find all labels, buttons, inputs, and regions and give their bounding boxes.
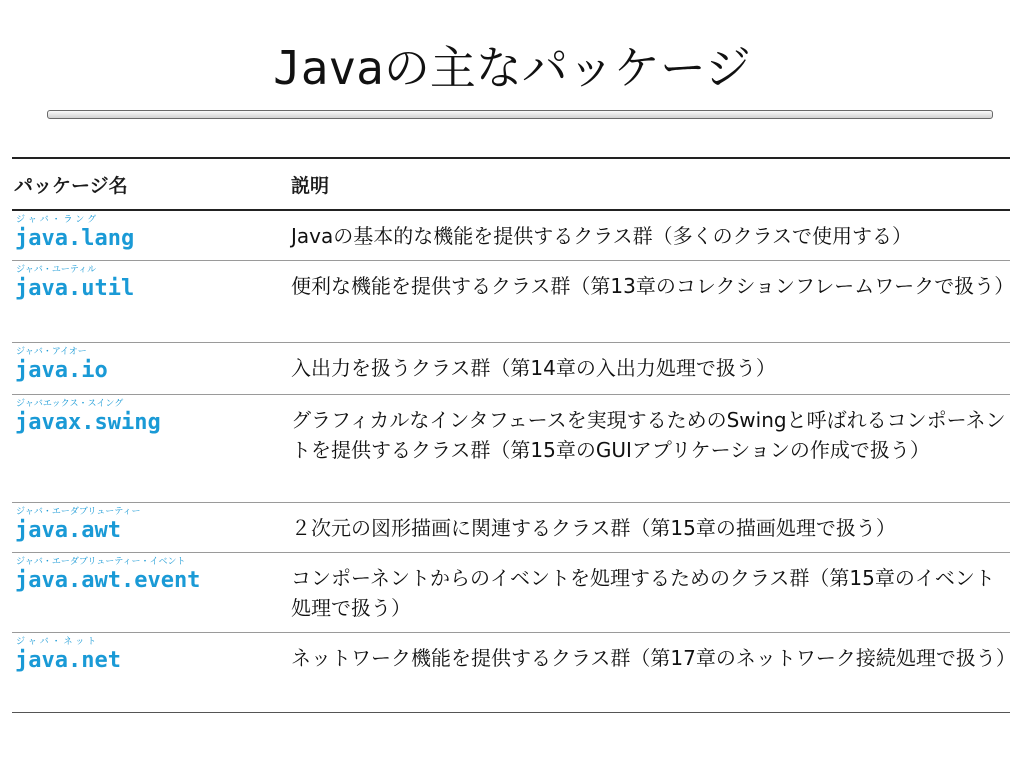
package-ruby: ジ ャ バ ・ ネ ッ ト [16, 637, 97, 647]
table-row [12, 343, 1010, 395]
table-header [12, 159, 1010, 211]
package-description: 便利な機能を提供するクラス群（第13章のコレクションフレームワークで扱う） [291, 274, 1015, 298]
slide-title-java: Java [273, 41, 384, 95]
package-ruby: ジャバ・エーダブリューティー・イベント [16, 557, 186, 567]
package-description: グラフィカルなインタフェースを実現するためのSwingと呼ばれるコンポーネントを提供するクラス群（第15章のGUIアプリケーションの作成で扱う） [291, 408, 1006, 462]
package-name: java.lang [15, 226, 135, 251]
package-name: java.awt.event [15, 568, 201, 593]
header-description: 説明 [291, 175, 330, 197]
package-ruby: ジャバ・アイオー [16, 347, 87, 357]
slide-title [0, 38, 1024, 98]
package-description: コンポーネントからのイベントを処理するためのクラス群（第15章のイベント処理で扱う） [291, 566, 995, 620]
title-divider [47, 110, 993, 119]
package-name: javax.swing [15, 410, 161, 435]
package-name: java.net [15, 648, 121, 673]
table-row [12, 395, 1010, 503]
table-row [12, 503, 1010, 553]
table-row [12, 553, 1010, 633]
table-row [12, 261, 1015, 343]
package-ruby: ジ ャ バ ・ ラ ン グ [16, 215, 97, 225]
table-row [12, 633, 1016, 713]
package-ruby: ジャバ・エーダブリューティー [16, 507, 141, 517]
package-description: ２次元の図形描画に関連するクラス群（第15章の描画処理で扱う） [291, 516, 896, 540]
package-table [12, 157, 1016, 713]
package-description: 入出力を扱うクラス群（第14章の入出力処理で扱う） [291, 356, 776, 380]
package-name: java.awt [15, 518, 121, 543]
package-ruby: ジャバエックス・スイング [16, 399, 124, 409]
package-description: Javaの基本的な機能を提供するクラス群（多くのクラスで使用する） [291, 224, 913, 248]
package-name: java.io [15, 358, 108, 383]
package-description: ネットワーク機能を提供するクラス群（第17章のネットワーク接続処理で扱う） [291, 646, 1016, 670]
package-ruby: ジャバ・ユーティル [16, 265, 97, 275]
header-package-name: パッケージ名 [14, 175, 128, 197]
slide-title-text: の主なパッケージ [383, 41, 751, 95]
package-name: java.util [15, 276, 135, 301]
table-row [12, 211, 1010, 261]
